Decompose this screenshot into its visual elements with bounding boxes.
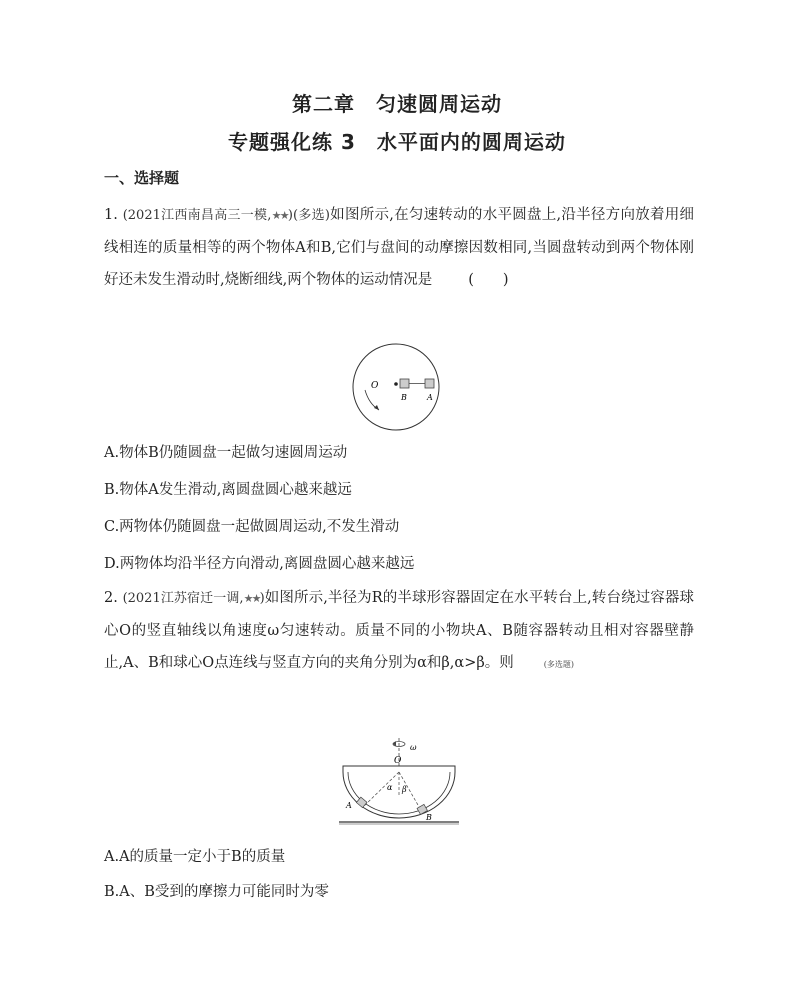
disk-center-dot (394, 382, 398, 386)
section-title: 专题强化练 3 水平面内的圆周运动 (228, 130, 566, 154)
question-1-stem (104, 199, 694, 296)
block-a (425, 379, 434, 388)
difficulty-stars-icon: ★★ (271, 209, 288, 222)
label-a: A (427, 393, 433, 402)
question-1-option-a: A.物体B仍随圆盘一起做匀速圆周运动 (104, 445, 348, 461)
question-2-option-b: B.A、B受到的摩擦力可能同时为零 (104, 884, 329, 900)
alpha-label: α (387, 783, 393, 792)
label-b: B (426, 813, 432, 822)
chapter-title: 第二章 匀速圆周运动 (292, 92, 502, 116)
question-text: 如图所示,在匀速转动的水平圆盘上,沿半径方向放着用细线相连的质量相等的两个物体A和B,它们与盘间的动摩擦因数相同,当圆盘转动到两个物体刚好还未发生滑动时,烧断细线,两个物体的运动情况是 (104, 207, 694, 288)
question-source: (2021江西南昌高三一模, (122, 208, 272, 223)
center-label: O (371, 381, 379, 391)
question-1-option-d: D.两物体均沿半径方向滑动,离圆盘圆心越来越远 (104, 556, 415, 572)
label-a: A (346, 801, 352, 810)
question-2-stem (104, 582, 694, 681)
question-type: )(多选) (287, 208, 330, 223)
omega-label: ω (410, 743, 417, 752)
question-1-option-c: C.两物体仍随圆盘一起做圆周运动,不发生滑动 (104, 519, 400, 535)
question-number: 2. (104, 590, 118, 606)
rotating-disk-figure (351, 342, 441, 432)
question-source: (2021江苏宿迁一调, (122, 591, 244, 606)
hemisphere-container-figure (334, 736, 464, 826)
difficulty-stars-icon: ★★ (243, 592, 260, 605)
question-1-option-b: B.物体A发生滑动,离圆盘圆心越来越远 (104, 482, 352, 498)
beta-label: β (402, 785, 407, 794)
question-text: 如图所示,半径为R的半球形容器固定在水平转台上,转台绕过容器球心O的竖直轴线以角速度ω匀速转动。质量不同的小物块A、B随容器转动且相对容器壁静止,A、B和球心O点连线与竖直方向的夹角分别为α和β,α>β。则 (104, 590, 694, 671)
question-hint: (多选题) (543, 660, 574, 669)
block-b (400, 379, 409, 388)
question-type-heading: 一、选择题 (104, 169, 180, 187)
center-label: O (394, 756, 402, 766)
question-2-option-a: A.A的质量一定小于B的质量 (104, 849, 286, 865)
answer-bracket: ( ) (468, 272, 509, 288)
question-number: 1. (104, 207, 118, 223)
question-type: ) (259, 591, 265, 606)
label-b: B (401, 393, 407, 402)
